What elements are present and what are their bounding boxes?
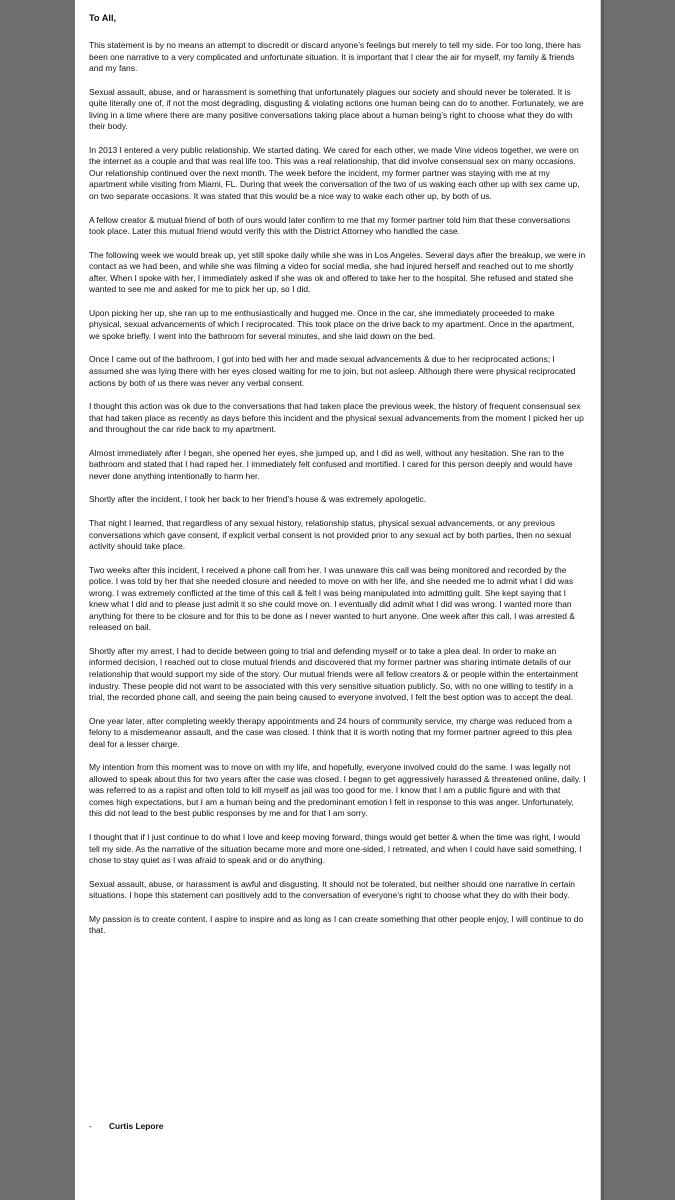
paragraph-9: Almost immediately after I began, she opened her eyes, she jumped up, and I did as well, without any hesitation. She ran to the bathroom and stated that I had raped her. I immediately felt confused and mortified. I cared for this person deeply and would have never done anything intentionally to harm her. [89, 447, 573, 481]
paragraph-11: That night I learned, that regardless of any sexual history, relationship status, physical sexual advancements, or any previous conversations which gave consent, if explicit verbal consent is not provided prior to any sexual act by both parties, then no sexual activity should take place. [89, 517, 572, 552]
paragraph-2: Sexual assault, abuse, and or harassment is something that unfortunately plagues our society and should never be tolerated. It is quite literally one of, if not the most degrading, disgusting & violating actions one human being can do to another. Fortunately, we are living in a time where there are many positive conversations taking place about a human being’s right to choose what they do with their body. [89, 86, 584, 132]
paragraph-17: Sexual assault, abuse, or harassment is awful and disgusting. It should not be tolerated, but neither should one narrative in certain situations. I hope this statement can positively add to the conversation of everyone’s right to choose what they do with their body. [89, 878, 575, 901]
document-page [75, 0, 601, 1200]
paragraph-6: Upon picking her up, she ran up to me enthusiastically and hugged me. Once in the car, she immediately proceeded to make physical, sexual advancements of which I reciprocated. This took place on the drive back to my apartment. Once in the apartment, we spoke briefly. I went into the bathroom for several minutes, and she laid down on the bed. [89, 307, 575, 341]
greeting: To All, [89, 13, 117, 23]
paragraph-3: In 2013 I entered a very public relationship. We started dating. We cared for each other, we made Vine videos together, we were on the internet as a couple and that was real life too. This was a real relationship, that did involve consensual sex on many occasions. Our relationship continued over the next month. The week before the incident, my former partner was staying with me at my apartment while visiting from Miami, FL. During that week the conversation of the two of us waking each other up with sex came up, on two separate occasions. It was stated that this would be a nice way to wake each other up, by both of us. [89, 144, 580, 202]
signature-name: Curtis Lepore [109, 1121, 164, 1131]
paragraph-1: This statement is by no means an attempt to discredit or discard anyone’s feelings but merely to tell my side. For too long, there has been one narrative to a very complicated and unfortunate situation. It is important that I clear the air for myself, my family & friends and my fans. [89, 40, 581, 74]
signature-dash: - [89, 1121, 92, 1131]
paragraph-4: A fellow creator & mutual friend of both of ours would later confirm to me that my former partner told him that these conversations took place. Later this mutual friend would verify this with the District Attorney who handled the case. [89, 214, 571, 237]
paragraph-8: I thought this action was ok due to the conversations that had taken place the previous week, the history of frequent consensual sex that had taken place as recently as days before this incident and the physical sexual advancements from the moment I picked her up and throughout the car ride back to my apartment. [89, 401, 584, 435]
paragraph-10: Shortly after the incident, I took her back to her friend’s house & was extremely apologetic. [89, 494, 427, 505]
paragraph-12: Two weeks after this incident, I received a phone call from her. I was unaware this call was being monitored and recorded by the police. I was told by her that she needed closure and needed to move on with her life, and she needed me to admit what I did was wrong. I was extremely conflicted at the time of this call & felt I was being manipulated into admitting guilt. She kept saying that I knew what I did and to please just admit it so she could move on. I eventually did admit what I did was wrong. I wanted more than anything for there to be closure and for this to be done as I never wanted to hurt anyone. One week after this call, I was arrested & released on bail. [89, 564, 575, 633]
paragraph-18: My passion is to create content. I aspire to inspire and as long as I can create something that other people enjoy, I will continue to do that. [89, 913, 584, 936]
paragraph-7: Once I came out of the bathroom, I got into bed with her and made sexual advancements & due to her reciprocated actions; I assumed she was lying there with her eyes closed waiting for me to join, but not asleep. Although there were physical reciprocated actions by both of us there was never any verbal consent. [89, 354, 576, 388]
signature [89, 1121, 163, 1132]
paragraph-15: My intention from this moment was to move on with my life, and hopefully, everyone involved could do the same. I was legally not allowed to speak about this for two years after the case was closed. I began to get aggressively harassed & threatened online, daily. I was referred to as a rapist and often told to kill myself as jail was too good for me. I know that I am a public figure and with that comes high expectations, but I am a human being and the predominant emotion I felt in response to this was anger. Unfortunately, this did not lead to the best public responses by me and for that I am sorry. [89, 762, 586, 819]
paragraph-13: Shortly after my arrest, I had to decide between going to trial and defending myself or to take a plea deal. In order to make an informed decision, I reached out to close mutual friends and discovered that my former partner was sharing intimate details of our relationship that would support my side of the story. Our mutual friends were all fellow creators & or people within the entertainment industry. These people did not want to be associated with this very sensitive situation publicly. So, with no one willing to testify in a trial, the recorded phone call, and seeing the pain being caused to everyone involved, I felt the best option was to accept the deal. [89, 645, 578, 703]
paragraph-5: The following week we would break up, yet still spoke daily while she was in Los Angeles. Several days after the breakup, we were in contact as we had been, and while she was filming a video for social media, she had injured herself and reached out to me shortly after. When I spoke with her, I immediately asked if she was ok and offered to take her to the hospital. She refused and stated she wanted to see me and asked for me to pick her up, so I did. [89, 249, 586, 295]
paragraph-16: I thought that if I just continue to do what I love and keep moving forward, things would get better & when the time was right, I would tell my side. As the narrative of the situation became more and more one-sided, I retreated, and when I could have said something, I chose to stay quiet as I was afraid to speak and or do anything. [89, 831, 582, 866]
paragraph-14: One year later, after completing weekly therapy appointments and 24 hours of community service, my charge was reduced from a felony to a misdemeanor assault, and the case was closed. I think that it is worth noting that my former partner agreed to this plea deal for a lesser charge. [89, 715, 573, 749]
